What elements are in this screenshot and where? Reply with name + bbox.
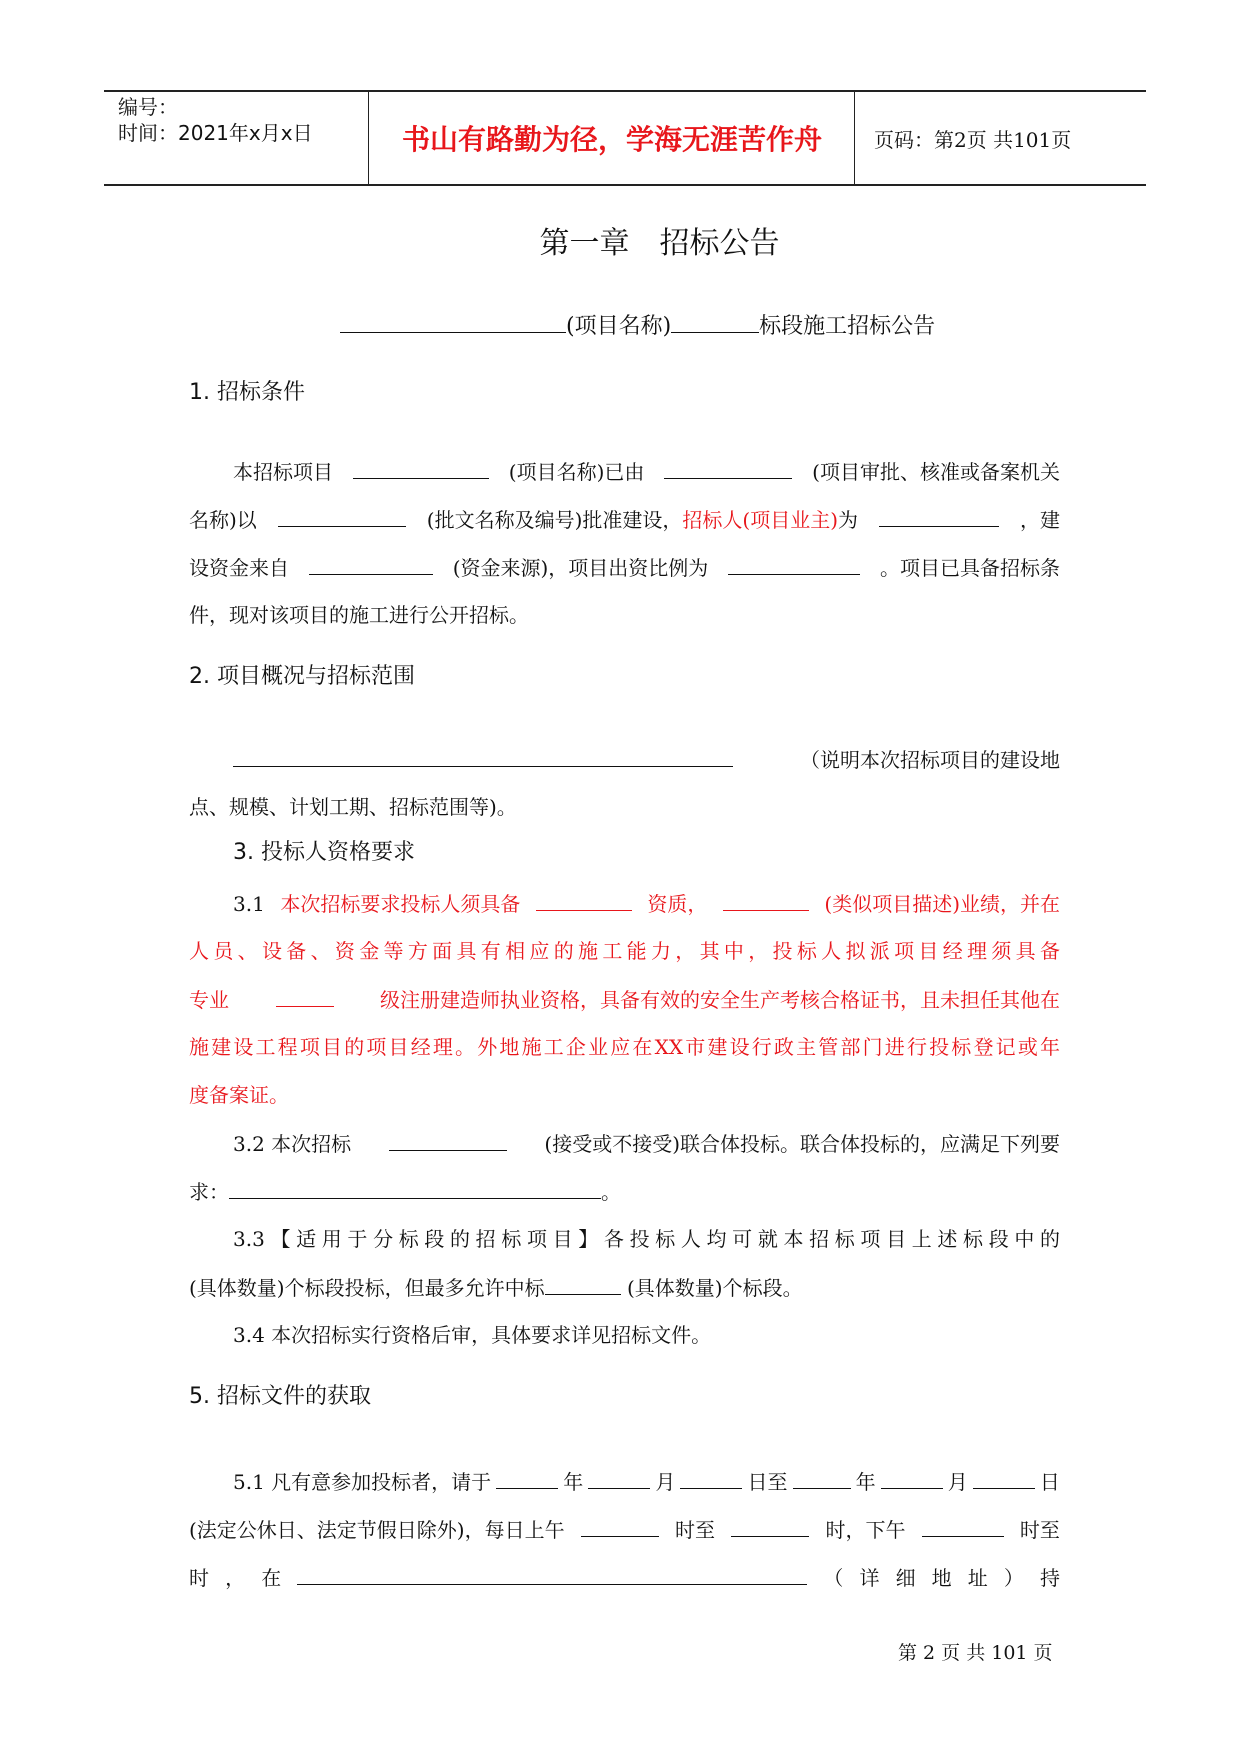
s51-line2 [189,1516,1060,1543]
text-run: 时至 [675,1518,716,1542]
text-run-red: (类似项目描述)业绩，并在 [824,892,1060,916]
s31-line3 [189,986,1060,1013]
project-name-label: (项目名称) [566,314,672,339]
header-motto: 书山有路勤为径，学海无涯苦作舟 [370,92,855,184]
header-page-label: 页码：第2页 共101页 [874,127,1072,152]
chapter-title: 第一章 招标公告 [539,226,780,261]
text-run-red: 专业 [189,988,229,1012]
s1-line4: 件，现对该项目的施工进行公开招标。 [189,603,529,627]
text-run: 地 [931,1566,952,1590]
number-label: 编号： [118,95,178,119]
s31-line2: 人员、设备、资金等方面具有相应的施工能力，其中，投标人拟派项目经理须具备 [189,939,1060,963]
text-run: (项目审批、核准或备案机关 [812,460,1060,484]
text-run: 日至 [747,1470,788,1494]
text-run-red: 招标人(项目业主) [682,508,838,532]
page-footer: 第 2 页 共 101 页 [898,1642,1053,1664]
s34-line: 3.4 本次招标实行资格后审，具体要求详见招标文件。 [233,1323,712,1347]
text-run: 持 [1039,1566,1060,1590]
notice-title [340,312,935,340]
text-run: 时，下午 [825,1518,906,1542]
s1-line2 [189,506,1060,533]
text-run: 月 [655,1470,676,1494]
s51-line3 [189,1564,1060,1591]
text-run-red: 本次招标要求投标人须具备 [280,892,521,916]
text-run: (项目名称)已由 [508,460,645,484]
s33-line1: 3.3【适用于分标段的招标项目】各投标人均可就本招标项目上述标段中的 [233,1227,1060,1251]
text-run: 在 [261,1566,282,1590]
text-run: ） [1003,1566,1024,1590]
header-meta [104,92,369,186]
text-run: 设资金来自 [189,556,289,580]
s1-line3 [189,554,1060,581]
text-run: ， [225,1566,246,1590]
text-run: 年 [855,1470,876,1494]
s32-line1 [233,1130,1060,1157]
text-run: 5.1 凡有意参加投标者，请于 [233,1470,492,1494]
text-run: 详 [859,1566,880,1590]
s32-line2 [189,1178,621,1205]
text-run: 月 [947,1470,968,1494]
text-run-red: 级注册建造师执业资格，具备有效的安全生产考核合格证书，且未担任其他在 [380,988,1060,1012]
text-run: 细 [895,1566,916,1590]
text-run: 为 [838,508,858,532]
s1-line1 [233,458,1060,485]
time-label: 时间：2021年x月x日 [118,121,313,145]
text-run: 址 [967,1566,988,1590]
text-run: (接受或不接受)联合体投标。联合体投标的，应满足下列要 [544,1132,1060,1156]
text-run: 。 [601,1180,621,1204]
text-run: （ [823,1566,844,1590]
text-run: (法定公休日、法定节假日除外)，每日上午 [189,1518,565,1542]
text-run: 日 [1039,1470,1060,1494]
s51-line1 [233,1468,1060,1495]
s33-line2 [189,1274,803,1301]
text-run: (资金来源)，项目出资比例为 [452,556,709,580]
text-run: (具体数量)个标段。 [626,1276,803,1300]
section5-heading: 5. 招标文件的获取 [189,1384,371,1409]
s2-line2: 点、规模、计划工期、招标范围等)。 [189,795,517,819]
text-run: 3.1 [233,892,265,916]
text-run: 名称)以 [189,508,257,532]
text-run-red: 资质， [647,892,708,916]
s31-line1 [233,890,1060,917]
s31-line5: 度备案证。 [189,1083,289,1107]
section3-heading: 3. 投标人资格要求 [233,840,415,865]
section1-heading: 1. 招标条件 [189,380,305,405]
text-run: 。项目已具备招标条 [879,556,1060,580]
section2-heading: 2. 项目概况与招标范围 [189,664,415,689]
text-run: 本招标项目 [233,460,333,484]
text-run: (具体数量)个标段投标，但最多允许中标 [189,1276,545,1300]
page-header [104,90,1146,186]
text-run: 时 [189,1566,209,1590]
text-run: (批文名称及编号)批准建设， [426,508,683,532]
notice-title-suffix: 标段施工招标公告 [759,314,936,339]
text-run: 3.2 本次招标 [233,1132,352,1156]
text-run: 时至 [1019,1518,1060,1542]
text-run: 求： [189,1180,229,1204]
text-run: 年 [563,1470,584,1494]
s2-line1 [233,746,1060,773]
text-run: （说明本次招标项目的建设地 [800,748,1060,772]
s31-line4: 施建设工程项目的项目经理。外地施工企业应在XX市建设行政主管部门进行投标登记或年 [189,1035,1060,1059]
text-run: ，建 [1019,508,1060,532]
